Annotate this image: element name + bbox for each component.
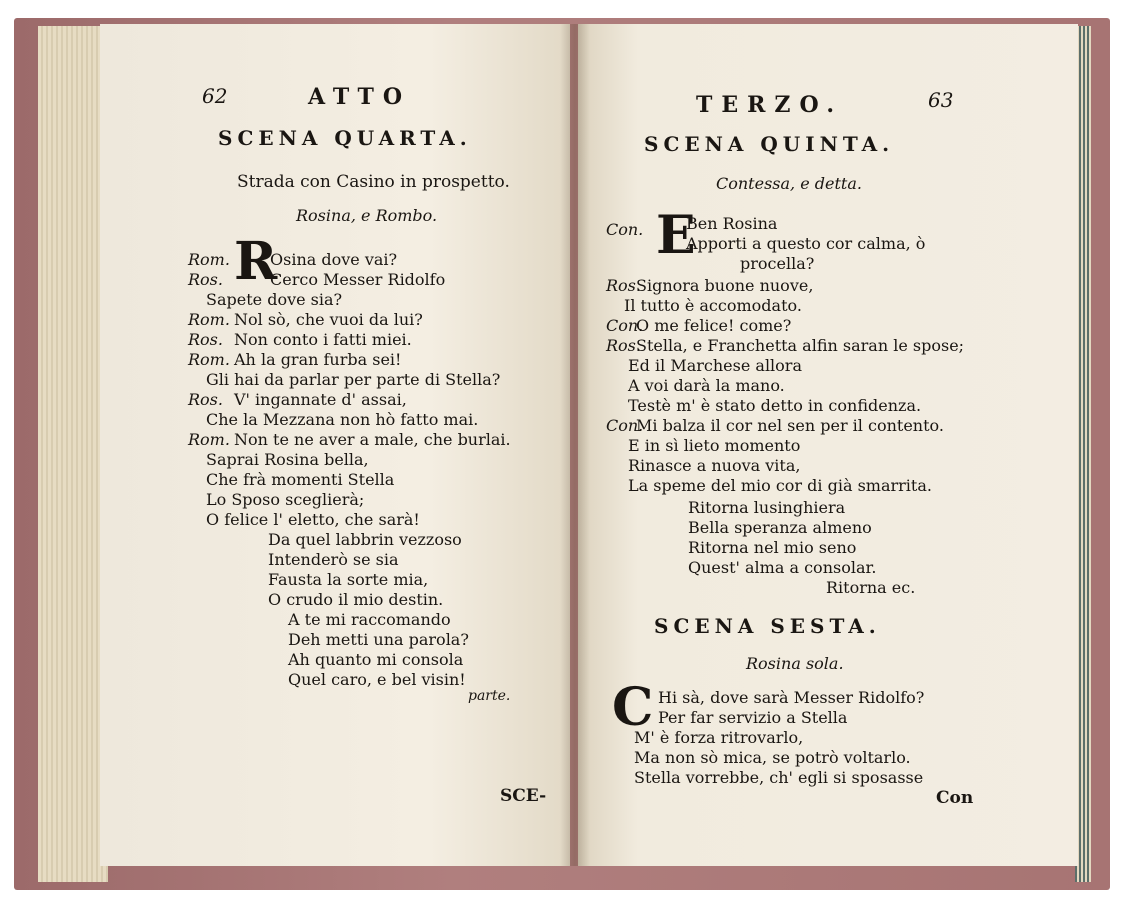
dialogue-block-2	[634, 688, 924, 788]
dialogue-line: Con.O me felice! come?	[606, 316, 792, 335]
dialogue-line: Testè m' è stato detto in confidenza.	[628, 396, 922, 415]
scene-title-2: SCENA SESTA.	[654, 614, 881, 638]
aria-line: Ritorna lusinghiera	[688, 498, 846, 517]
dialogue-line: Il tutto è accomodato.	[624, 296, 802, 315]
dialogue-block	[606, 276, 964, 496]
page-number: 62	[202, 84, 228, 108]
aria-line: Bella speranza almeno	[688, 518, 872, 537]
aria-block	[688, 498, 876, 578]
running-head: TERZO.	[696, 92, 844, 118]
aria-line: Fausta la sorte mia,	[268, 570, 429, 589]
drop-cap-2: C	[612, 677, 654, 738]
aria-block	[268, 530, 462, 610]
dialogue-line: Ros. Cerco Messer Ridolfo	[188, 270, 446, 289]
aria-line: Quel caro, e bel visin!	[288, 670, 466, 689]
dialogue-line: La speme del mio cor di già smarrita.	[628, 476, 932, 495]
dialogue-line: Ma non sò mica, se potrò voltarlo.	[634, 748, 911, 767]
dialogue-line: Ros. Non conto i fatti miei.	[188, 330, 412, 349]
speaker-label: Con.	[606, 220, 644, 239]
aria-line: Quest' alma a consolar.	[688, 558, 877, 577]
dialogue-line: Ed il Marchese allora	[628, 356, 802, 375]
aria-line: Da quel labbrin vezzoso	[268, 530, 462, 549]
running-head: ATTO	[308, 84, 411, 110]
dialogue-block	[188, 250, 511, 530]
dialogue-line: Gli hai da parlar per parte di Stella?	[206, 370, 501, 389]
dialogue-line: procella?	[740, 254, 815, 273]
dialogue-line: Ros. V' ingannate d' assai,	[188, 390, 407, 409]
dialogue-line: Ros.Stella, e Franchetta alfin saran le spose;	[606, 336, 965, 355]
dialogue-line: Hi sà, dove sarà Messer Ridolfo?	[658, 688, 925, 707]
aria-line: O crudo il mio destin.	[268, 590, 444, 609]
dialogue-line: Rinasce a nuova vita,	[628, 456, 801, 475]
dialogue-line: Rom. Osina dove vai?	[188, 250, 398, 269]
exit-direction: parte.	[468, 688, 511, 704]
aria-line: Ah quanto mi consola	[288, 650, 464, 669]
dialogue-line: Lo Sposo sceglierà;	[206, 490, 365, 509]
dialogue-line: Con.Mi balza il cor nel sen per il contento.	[606, 416, 944, 435]
dialogue-line: Che frà momenti Stella	[206, 470, 395, 489]
book-gutter	[560, 24, 590, 866]
scene-title: SCENA QUINTA.	[644, 132, 895, 156]
dialogue-line: E in sì lieto momento	[628, 436, 801, 455]
dialogue-line: A voi darà la mano.	[628, 376, 785, 395]
characters-line-2: Rosina sola.	[746, 654, 844, 673]
catchword: Con	[936, 788, 974, 808]
aria-line: Ritorna nel mio seno	[688, 538, 857, 557]
aria-line: Deh metti una parola?	[288, 630, 469, 649]
dialogue-line: Ben Rosina	[686, 214, 778, 233]
setting-line: Strada con Casino in prospetto.	[237, 172, 510, 192]
dialogue-line: Sapete dove sia?	[206, 290, 343, 309]
aria-end: Ritorna ec.	[826, 578, 916, 597]
dialogue-line: Rom. Ah la gran furba sei!	[188, 350, 402, 369]
catchword: SCE-	[500, 786, 547, 806]
dialogue-line: Rom. Non te ne aver a male, che burlai.	[188, 430, 511, 449]
aria-line: A te mi raccomando	[288, 610, 451, 629]
dialogue-line: Per far servizio a Stella	[658, 708, 848, 727]
aria-block-2	[288, 610, 469, 690]
dialogue-line: Che la Mezzana non hò fatto mai.	[206, 410, 479, 429]
right-page	[578, 24, 1078, 866]
dialogue-line: O felice l' eletto, che sarà!	[206, 510, 420, 529]
aria-line: Intenderò se sia	[268, 550, 399, 569]
page-edges-left	[38, 26, 108, 882]
scene-title: SCENA QUARTA.	[218, 126, 472, 150]
dialogue-line: Ros.Signora buone nuove,	[606, 276, 814, 295]
dialogue-line: Apporti a questo cor calma, ò	[686, 234, 926, 253]
page-number: 63	[928, 88, 954, 112]
dialogue-line: M' è forza ritrovarlo,	[634, 728, 804, 747]
characters-line: Rosina, e Rombo.	[296, 206, 438, 225]
dialogue-line: Stella vorrebbe, ch' egli si sposasse	[634, 768, 924, 787]
dialogue-line: Saprai Rosina bella,	[206, 450, 369, 469]
characters-line: Contessa, e detta.	[716, 174, 862, 193]
drop-cap: E	[656, 205, 696, 266]
dialogue-line: Rom. Nol sò, che vuoi da lui?	[188, 310, 423, 329]
drop-cap: R	[234, 231, 278, 292]
left-page	[100, 24, 570, 866]
